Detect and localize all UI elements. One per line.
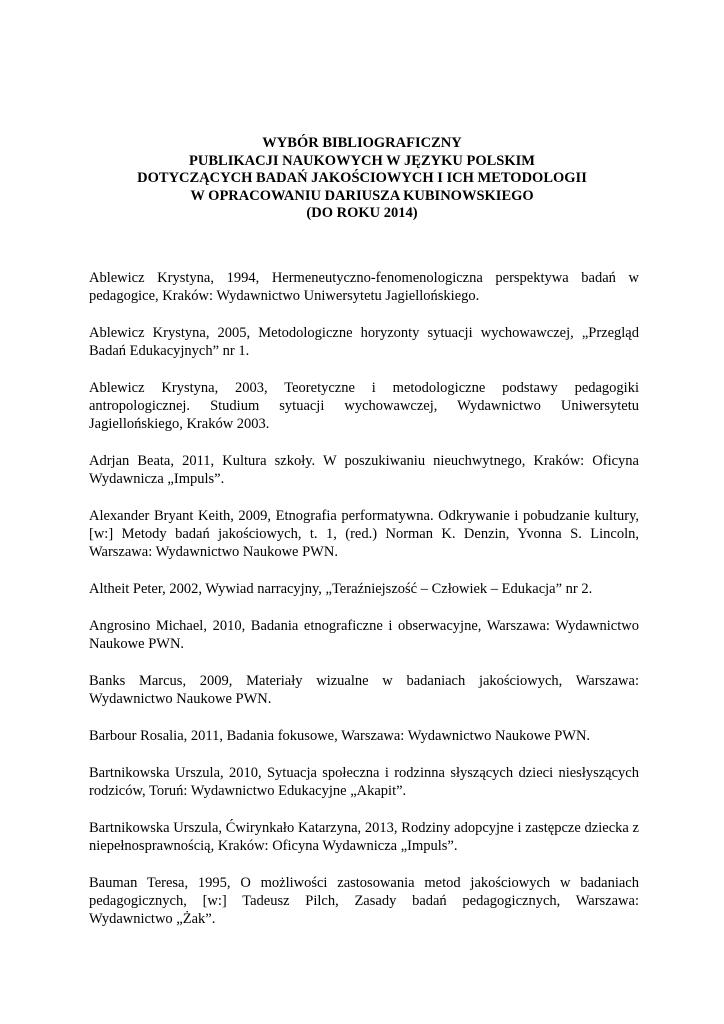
- bibliography-entry: Ablewicz Krystyna, 2003, Teoretyczne i metodologiczne podstawy pedagogiki antropologicznej. Studium sytuacji wychowawczej, Wydawnictwo Uniwersytetu Jagiellońskiego, Kraków 2003.: [89, 380, 639, 432]
- title-line: WYBÓR BIBLIOGRAFICZNY: [262, 135, 462, 151]
- title-line: DOTYCZĄCYCH BADAŃ JAKOŚCIOWYCH I ICH METODOLOGII: [137, 170, 587, 187]
- bibliography-entry: Bartnikowska Urszula, Ćwirynkało Katarzyna, 2013, Rodziny adopcyjne i zastępcze dziecka z niepełnosprawnością, Kraków: Oficyna Wydawnicza „Impuls”.: [89, 820, 639, 854]
- bibliography-entry: Bauman Teresa, 1995, O możliwości zastosowania metod jakościowych w badaniach pedagogicznych, [w:] Tadeusz Pilch, Zasady badań pedagogicznych, Warszawa: Wydawnictwo „Żak”.: [89, 875, 639, 927]
- title-line: W OPRACOWANIU DARIUSZA KUBINOWSKIEGO: [190, 187, 534, 204]
- bibliography-list: [89, 269, 639, 947]
- bibliography-entry: Barbour Rosalia, 2011, Badania fokusowe, Warszawa: Wydawnictwo Naukowe PWN.: [89, 728, 591, 744]
- title-line: (DO ROKU 2014): [306, 205, 418, 222]
- bibliography-entry: Adrjan Beata, 2011, Kultura szkoły. W poszukiwaniu nieuchwytnego, Kraków: Oficyna Wydawnicza „Impuls”.: [89, 453, 639, 487]
- document-title: [0, 135, 724, 223]
- bibliography-entry: Bartnikowska Urszula, 2010, Sytuacja społeczna i rodzinna słyszących dzieci niesłyszących rodziców, Toruń: Wydawnictwo Edukacyjne „Akapit”.: [89, 765, 639, 799]
- bibliography-entry: Ablewicz Krystyna, 1994, Hermeneutyczno-fenomenologiczna perspektywa badań w pedagogice, Kraków: Wydawnictwo Uniwersytetu Jagiellońskiego.: [89, 270, 639, 304]
- bibliography-entry: Angrosino Michael, 2010, Badania etnograficzne i obserwacyjne, Warszawa: Wydawnictwo Naukowe PWN.: [89, 618, 639, 652]
- bibliography-entry: Altheit Peter, 2002, Wywiad narracyjny, „Teraźniejszość – Człowiek – Edukacja” nr 2.: [89, 581, 593, 597]
- title-line: PUBLIKACJI NAUKOWYCH W JĘZYKU POLSKIM: [189, 152, 535, 169]
- bibliography-entry: Ablewicz Krystyna, 2005, Metodologiczne horyzonty sytuacji wychowawczej, „Przegląd Badań Edukacyjnych” nr 1.: [89, 325, 639, 359]
- bibliography-entry: Banks Marcus, 2009, Materiały wizualne w badaniach jakościowych, Warszawa: Wydawnictwo Naukowe PWN.: [89, 673, 639, 707]
- bibliography-entry: Alexander Bryant Keith, 2009, Etnografia performatywna. Odkrywanie i pobudzanie kultury, [w:] Metody badań jakościowych, t. 1, (red.) Norman K. Denzin, Yvonna S. Lincoln, Warszawa: Wydawnictwo Naukowe PWN.: [89, 508, 639, 560]
